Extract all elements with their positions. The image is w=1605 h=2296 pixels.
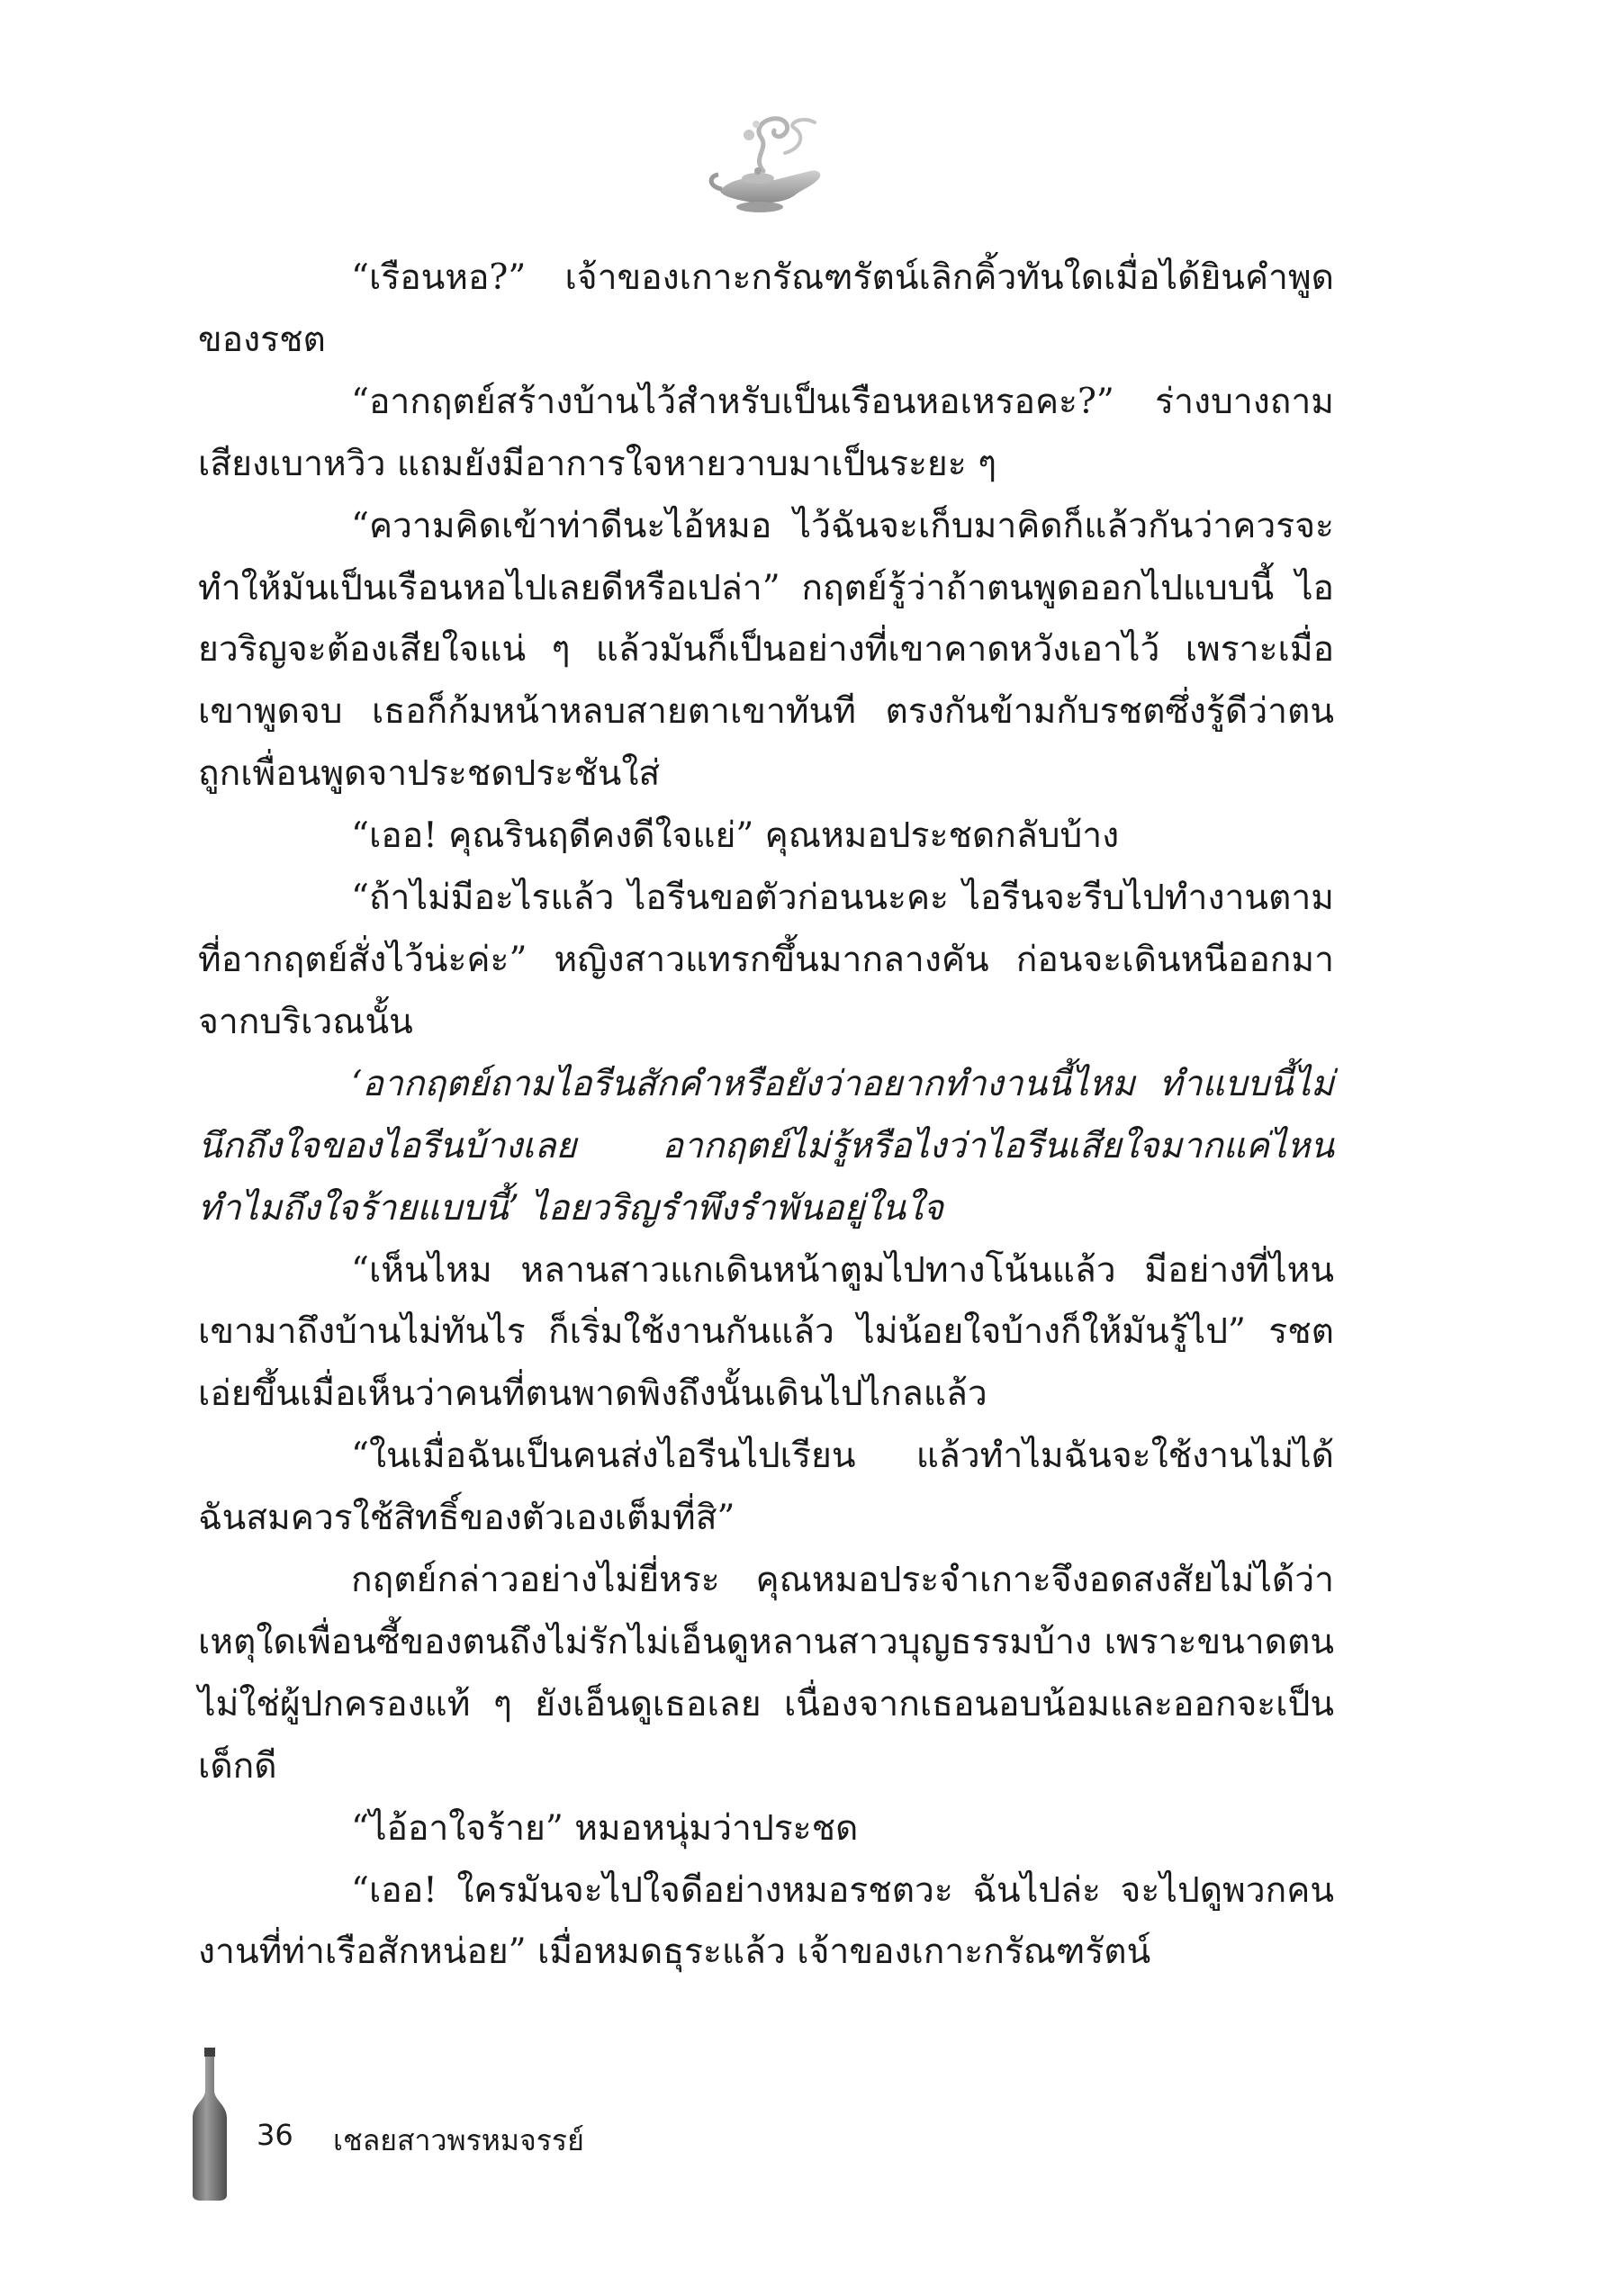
paragraph: “ถ้าไม่มีอะไรแล้ว ไอรีนขอตัวก่อนนะคะ ไอรีนจะรีบไปทำงานตามที่อากฤตย์สั่งไว้น่ะค่ะ” หญิงสาวแทรกขึ้นมากลางคัน ก่อนจะเดินหนีออกมาจากบริเวณนั้น	[198, 878, 1334, 1042]
paragraph: “เออ! ใครมันจะไปใจดีอย่างหมอรชตวะ ฉันไปล่ะ จะไปดูพวกคนงานที่ท่าเรือสักหน่อย” เมื่อหมดธุระแล้ว เจ้าของเกาะกรัณฑรัตน์	[198, 1869, 1334, 1973]
paragraph: กฤตย์กล่าวอย่างไม่ยี่หระ คุณหมอประจำเกาะจึงอดสงสัยไม่ได้ว่าเหตุใดเพื่อนซี้ของตนถึงไม่รักไม่เอ็นดูหลานสาวบุญธรรมบ้าง เพราะขนาดตนไม่ใช่ผู้ปกครองแท้ ๆ ยังเอ็นดูเธอเลย เนื่องจากเธอนอบน้อมและออกจะเป็นเด็กดี	[198, 1560, 1334, 1787]
book-title: เชลยสาวพรหมจรรย์	[333, 2123, 584, 2157]
paragraph: “ในเมื่อฉันเป็นคนส่งไอรีนไปเรียน แล้วทำไมฉันจะใช้งานไม่ได้ ฉันสมควรใช้สิทธิ์ของตัวเองเต็มที่สิ”	[198, 1436, 1334, 1539]
genie-lamp-icon	[702, 108, 837, 225]
paragraph: “เออ! คุณรินฤดีคงดีใจแย่” คุณหมอประชดกลับบ้าง	[351, 815, 1120, 857]
paragraph: “อากฤตย์สร้างบ้านไว้สำหรับเป็นเรือนหอเหรอคะ?” ร่างบางถามเสียงเบาหวิว แถมยังมีอาการใจหายวาบมาเป็นระยะ ๆ	[198, 381, 1334, 484]
paragraph: “ความคิดเข้าท่าดีนะไอ้หมอ ไว้ฉันจะเก็บมาคิดก็แล้วกันว่าควรจะทำให้มันเป็นเรือนหอไปเลยดีหรือเปล่า” กฤตย์รู้ว่าถ้าตนพูดออกไปแบบนี้ ไอยวริญจะต้องเสียใจแน่ ๆ แล้วมันก็เป็นอย่างที่เขาคาดหวังเอาไว้ เพราะเมื่อเขาพูดจบ เธอก็ก้มหน้าหลบสายตาเขาทันที ตรงกันข้ามกับรชตซึ่งรู้ดีว่าตนถูกเพื่อนพูดจาประชดประชันใส่	[198, 505, 1334, 795]
paragraph: “เห็นไหม หลานสาวแกเดินหน้าตูมไปทางโน้นแล้ว มีอย่างที่ไหน เขามาถึงบ้านไม่ทันไร ก็เริ่มใช้งานกันแล้ว ไม่น้อยใจบ้างก็ให้มันรู้ไป” รชตเอ่ยขึ้นเมื่อเห็นว่าคนที่ตนพาดพิงถึงนั้นเดินไปไกลแล้ว	[198, 1249, 1334, 1415]
paragraph: ‘อากฤตย์ถามไอรีนสักคำหรือยังว่าอยากทำงานนี้ไหม ทำแบบนี้ไม่นึกถึงใจของไอรีนบ้างเลย อากฤตย์ไม่รู้หรือไงว่าไอรีนเสียใจมากแค่ไหน ทำไมถึงใจร้ายแบบนี้’ ไอยวริญรำพึงรำพันอยู่ในใจ	[198, 1063, 1334, 1229]
page-number: 36	[257, 2118, 293, 2152]
page-footer	[189, 2048, 819, 2201]
paragraph: “เรือนหอ?” เจ้าของเกาะกรัณฑรัตน์เลิกคิ้วทันใดเมื่อได้ยินคำพูดของรชต	[198, 257, 1334, 360]
bottle-icon	[189, 2048, 230, 2201]
story-text	[198, 248, 1334, 1984]
paragraph: “ไอ้อาใจร้าย” หมอหนุ่มว่าประชด	[351, 1807, 859, 1849]
